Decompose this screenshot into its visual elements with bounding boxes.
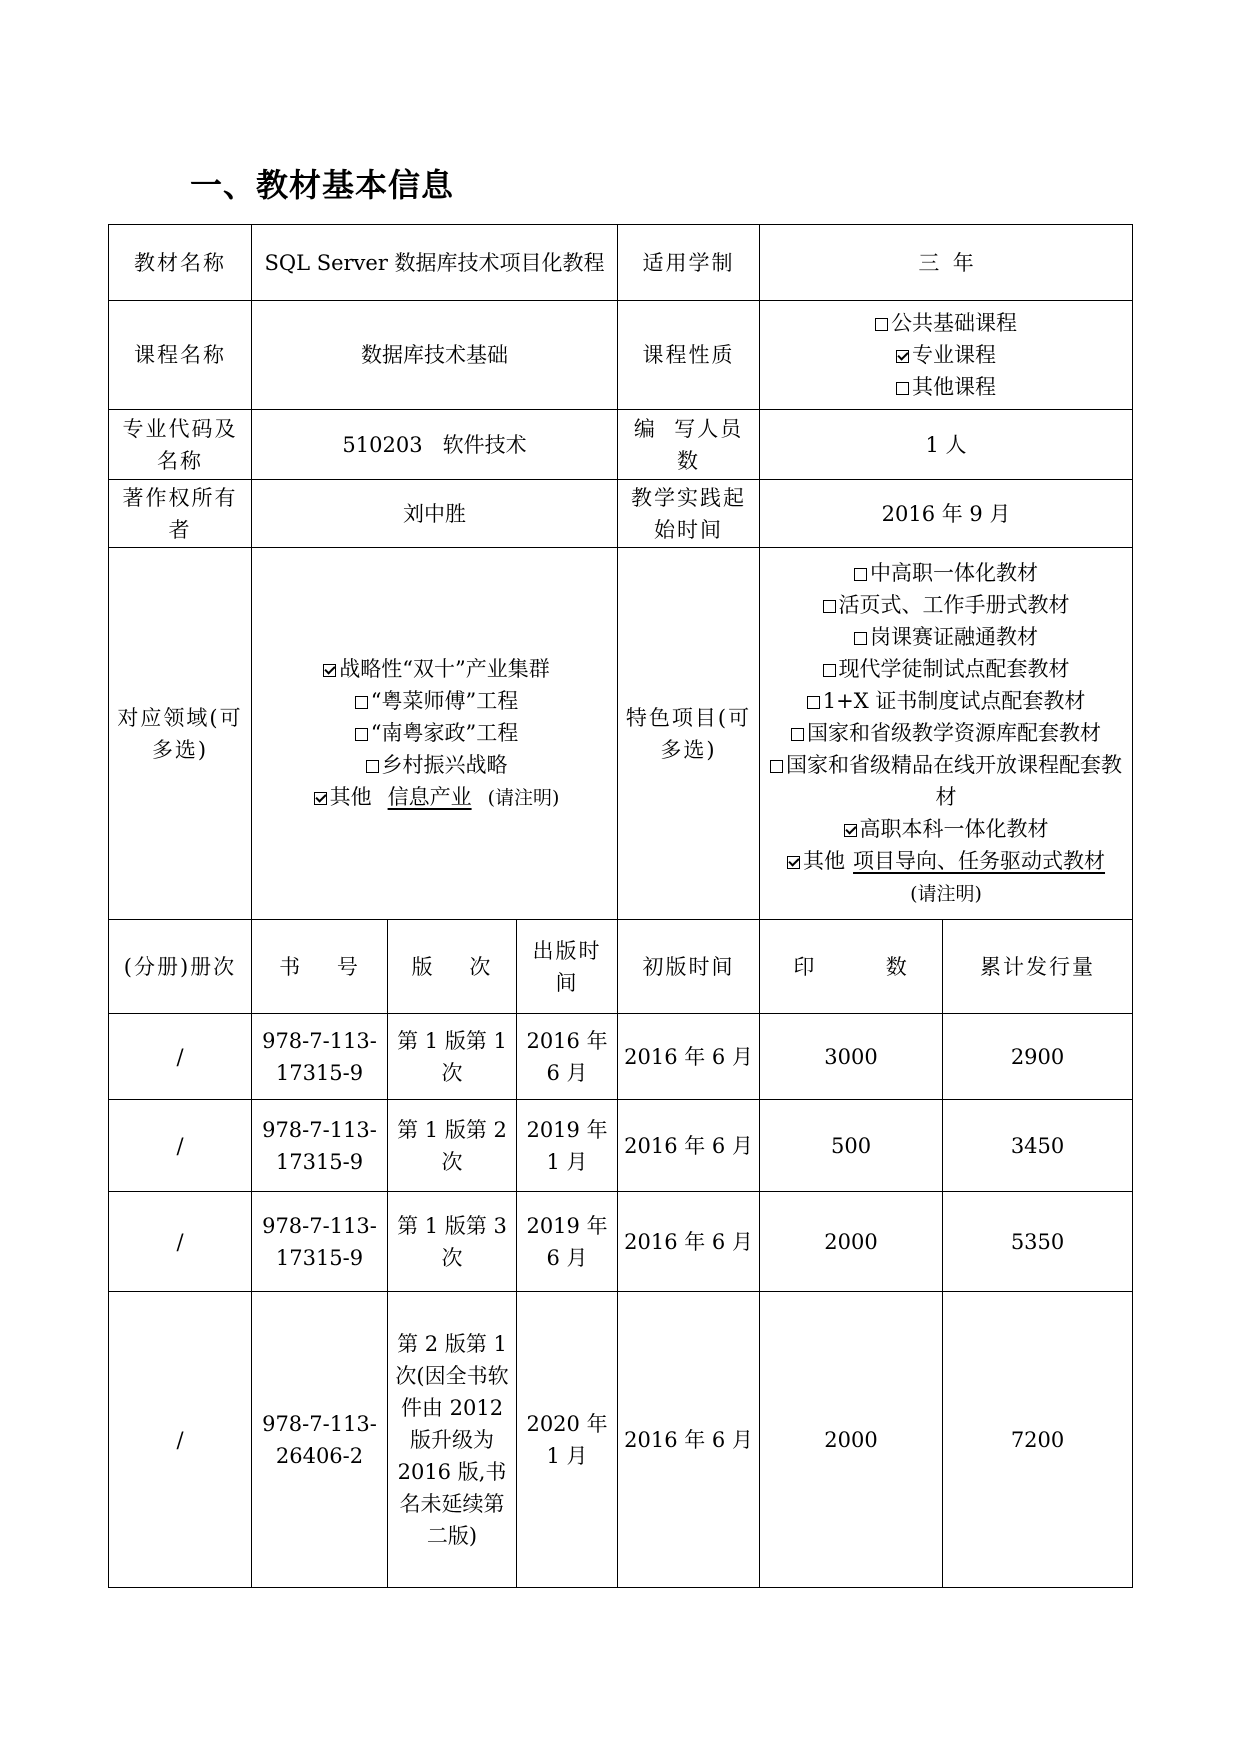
- textbook-name-label: 教材名称: [109, 225, 252, 301]
- major-name: 软件技术: [442, 432, 527, 457]
- editions-header-row: [109, 920, 1133, 1014]
- feature-option[interactable]: 高职本科一体化教材: [766, 813, 1126, 845]
- cell-edition: 第 1 版第 1 次: [388, 1014, 517, 1100]
- col-header-edition: 版 次: [388, 920, 517, 1014]
- feature-option[interactable]: 中高职一体化教材: [766, 557, 1126, 589]
- cell-pub-date: 2019 年 6 月: [517, 1192, 618, 1292]
- cell-edition: 第 2 版第 1 次(因全书软件由 2012 版升级为 2016 版,书名未延续第二版): [388, 1292, 517, 1588]
- checkbox-checked-icon[interactable]: [314, 792, 327, 805]
- course-nature-option[interactable]: 专业课程: [766, 339, 1126, 371]
- copyright-owner: 刘中胜: [252, 480, 618, 548]
- checkbox-icon[interactable]: [770, 760, 783, 773]
- row-major: [109, 410, 1133, 480]
- checkbox-icon[interactable]: [823, 600, 836, 613]
- authors-count-value: 1 人: [760, 410, 1133, 480]
- cell-first-date: 2016 年 6 月: [618, 1014, 760, 1100]
- textbook-info-table: [108, 224, 1133, 1588]
- page-title: 一、教材基本信息: [190, 166, 455, 204]
- feature-option[interactable]: 活页式、工作手册式教材: [766, 589, 1126, 621]
- domain-label: 对应领域(可多选): [109, 548, 252, 920]
- cell-print-count: 2000: [760, 1292, 943, 1588]
- domain-option[interactable]: “南粤家政”工程: [262, 717, 611, 749]
- cell-total: 2900: [943, 1014, 1133, 1100]
- course-nature-option[interactable]: 公共基础课程: [766, 307, 1126, 339]
- domain-option-other[interactable]: 其他 信息产业 (请注明): [262, 781, 611, 814]
- cell-volume: /: [109, 1292, 252, 1588]
- col-header-total: 累计发行量: [943, 920, 1133, 1014]
- checkbox-icon[interactable]: [875, 318, 888, 331]
- col-header-pub-date: 出版时间: [517, 920, 618, 1014]
- domain-option[interactable]: 乡村振兴战略: [262, 749, 611, 781]
- course-name-value: 数据库技术基础: [252, 301, 618, 410]
- cell-isbn: 978-7-113-17315-9: [252, 1192, 388, 1292]
- course-nature-options: [760, 301, 1133, 410]
- table-row: [109, 1100, 1133, 1192]
- cell-isbn: 978-7-113-17315-9: [252, 1100, 388, 1192]
- row-course-name: [109, 301, 1133, 410]
- cell-print-count: 3000: [760, 1014, 943, 1100]
- cell-volume: /: [109, 1192, 252, 1292]
- major-value: [252, 410, 618, 480]
- checkbox-icon[interactable]: [355, 696, 368, 709]
- domain-option[interactable]: 战略性“双十”产业集群: [262, 653, 611, 685]
- cell-total: 5350: [943, 1192, 1133, 1292]
- practice-start-value: 2016 年 9 月: [760, 480, 1133, 548]
- domain-option[interactable]: “粤菜师傅”工程: [262, 685, 611, 717]
- checkbox-icon[interactable]: [823, 664, 836, 677]
- checkbox-icon[interactable]: [854, 632, 867, 645]
- cell-isbn: 978-7-113-17315-9: [252, 1014, 388, 1100]
- checkbox-checked-icon[interactable]: [323, 664, 336, 677]
- col-header-first-date: 初版时间: [618, 920, 760, 1014]
- textbook-name-value: SQL Server 数据库技术项目化教程: [252, 225, 618, 301]
- cell-volume: /: [109, 1014, 252, 1100]
- feature-option[interactable]: 国家和省级精品在线开放课程配套教材: [766, 749, 1126, 813]
- table-row: [109, 1192, 1133, 1292]
- feature-option[interactable]: 岗课赛证融通教材: [766, 621, 1126, 653]
- domain-options: [252, 548, 618, 920]
- checkbox-icon[interactable]: [366, 760, 379, 773]
- cell-pub-date: 2016 年 6 月: [517, 1014, 618, 1100]
- feature-option[interactable]: 1+X 证书制度试点配套教材: [766, 685, 1126, 717]
- cell-pub-date: 2019 年 1 月: [517, 1100, 618, 1192]
- feature-option-other[interactable]: 其他 项目导向、任务驱动式教材 (请注明): [766, 845, 1126, 910]
- checkbox-checked-icon[interactable]: [844, 824, 857, 837]
- checkbox-checked-icon[interactable]: [896, 350, 909, 363]
- cell-first-date: 2016 年 6 月: [618, 1100, 760, 1192]
- cell-volume: /: [109, 1100, 252, 1192]
- cell-isbn: 978-7-113-26406-2: [252, 1292, 388, 1588]
- school-system-value: 三 年: [760, 225, 1133, 301]
- feature-option[interactable]: 国家和省级教学资源库配套教材: [766, 717, 1126, 749]
- row-domain-feature: [109, 548, 1133, 920]
- feature-option[interactable]: 现代学徒制试点配套教材: [766, 653, 1126, 685]
- feature-options: [760, 548, 1133, 920]
- checkbox-icon[interactable]: [807, 696, 820, 709]
- cell-pub-date: 2020 年 1 月: [517, 1292, 618, 1588]
- checkbox-icon[interactable]: [791, 728, 804, 741]
- cell-print-count: 2000: [760, 1192, 943, 1292]
- course-nature-option[interactable]: 其他课程: [766, 371, 1126, 403]
- authors-count-label: 编 写人员数: [618, 410, 760, 480]
- checkbox-checked-icon[interactable]: [787, 856, 800, 869]
- cell-first-date: 2016 年 6 月: [618, 1192, 760, 1292]
- row-textbook-name: [109, 225, 1133, 301]
- table-row: [109, 1292, 1133, 1588]
- feature-label: 特色项目(可多选): [618, 548, 760, 920]
- col-header-volume: (分册)册次: [109, 920, 252, 1014]
- cell-print-count: 500: [760, 1100, 943, 1192]
- course-name-label: 课程名称: [109, 301, 252, 410]
- checkbox-icon[interactable]: [896, 382, 909, 395]
- col-header-print-count: 印 数: [760, 920, 943, 1014]
- col-header-isbn: 书 号: [252, 920, 388, 1014]
- major-label: 专业代码及名称: [109, 410, 252, 480]
- cell-total: 7200: [943, 1292, 1133, 1588]
- cell-edition: 第 1 版第 2 次: [388, 1100, 517, 1192]
- course-nature-label: 课程性质: [618, 301, 760, 410]
- practice-start-label: 教学实践起始时间: [618, 480, 760, 548]
- cell-total: 3450: [943, 1100, 1133, 1192]
- row-copyright: [109, 480, 1133, 548]
- school-system-label: 适用学制: [618, 225, 760, 301]
- checkbox-icon[interactable]: [854, 568, 867, 581]
- major-code: 510203: [342, 432, 423, 457]
- copyright-label: 著作权所有者: [109, 480, 252, 548]
- checkbox-icon[interactable]: [355, 728, 368, 741]
- cell-first-date: 2016 年 6 月: [618, 1292, 760, 1588]
- domain-other-value[interactable]: 信息产业: [387, 785, 472, 809]
- cell-edition: 第 1 版第 3 次: [388, 1192, 517, 1292]
- feature-other-value[interactable]: 项目导向、任务驱动式教材: [853, 849, 1106, 873]
- table-row: [109, 1014, 1133, 1100]
